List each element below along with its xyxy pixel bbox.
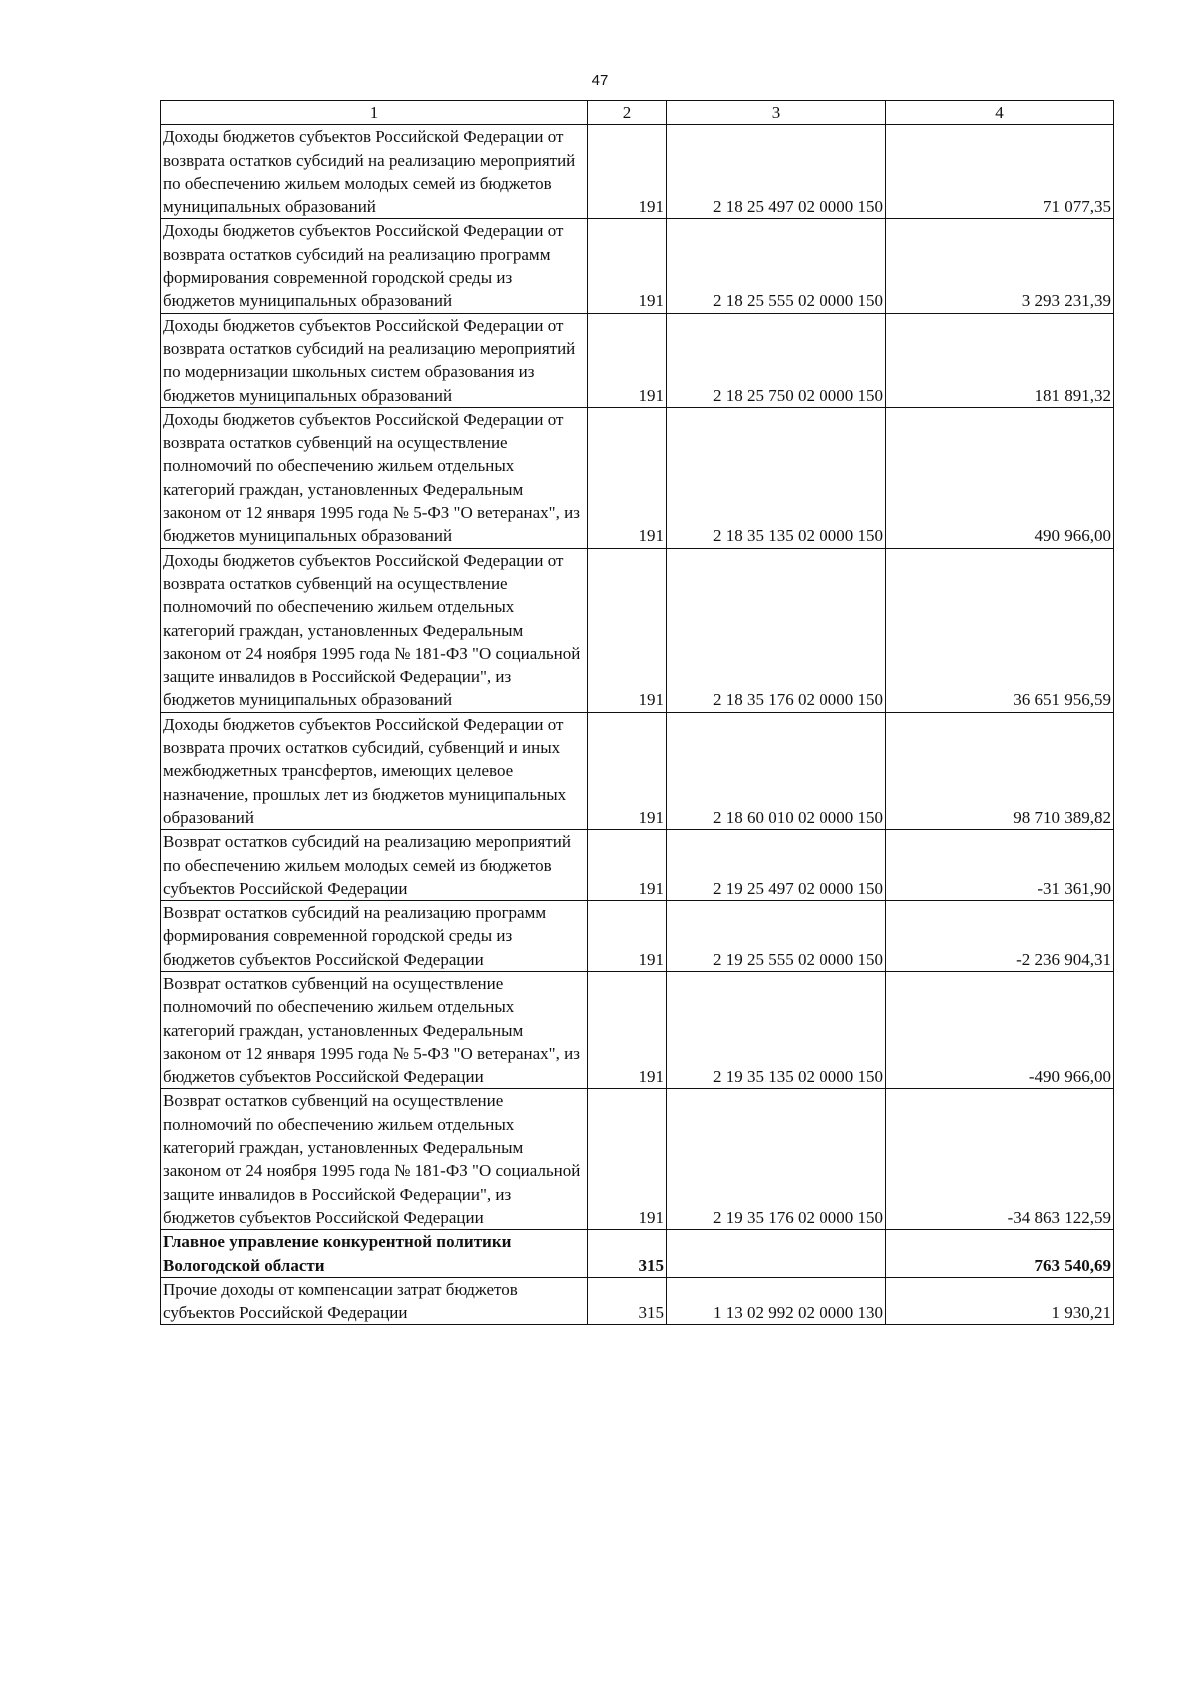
row-budget-code: 2 19 25 497 02 0000 150 (667, 830, 886, 901)
row-description: Главное управление конкурентной политики Вологодской области (161, 1230, 588, 1278)
table-row (161, 407, 1114, 548)
row-amount: 763 540,69 (886, 1230, 1114, 1278)
row-budget-code: 2 18 25 750 02 0000 150 (667, 313, 886, 407)
row-description: Доходы бюджетов субъектов Российской Федерации от возврата остатков субвенций на осуществление полномочий по обеспечению жильем отдельных категорий граждан, установленных Федеральным законом от 12 января 1995 года № 5-ФЗ "О ветеранах", из бюджетов муниципальных образований (161, 407, 588, 548)
row-admin-code: 191 (588, 313, 667, 407)
row-admin-code: 191 (588, 971, 667, 1088)
table-row (161, 830, 1114, 901)
row-description: Возврат остатков субсидий на реализацию мероприятий по обеспечению жильем молодых семей из бюджетов субъектов Российской Федерации (161, 830, 588, 901)
row-description: Возврат остатков субвенций на осуществление полномочий по обеспечению жильем отдельных категорий граждан, установленных Федеральным законом от 12 января 1995 года № 5-ФЗ "О ветеранах", из бюджетов субъектов Российской Федерации (161, 971, 588, 1088)
column-header-2: 2 (588, 101, 667, 125)
row-description: Доходы бюджетов субъектов Российской Федерации от возврата остатков субсидий на реализацию мероприятий по обеспечению жильем молодых семей из бюджетов муниципальных образований (161, 125, 588, 219)
header-row (161, 101, 1114, 125)
row-description: Доходы бюджетов субъектов Российской Федерации от возврата остатков субвенций на осуществление полномочий по обеспечению жильем отдельных категорий граждан, установленных Федеральным законом от 24 ноября 1995 года № 181-ФЗ "О социальной защите инвалидов в Российской Федерации", из бюджетов муниципальных образований (161, 548, 588, 712)
row-budget-code: 2 19 35 135 02 0000 150 (667, 971, 886, 1088)
row-admin-code: 191 (588, 548, 667, 712)
table-row (161, 1089, 1114, 1230)
row-amount: 71 077,35 (886, 125, 1114, 219)
row-admin-code: 191 (588, 125, 667, 219)
row-description: Доходы бюджетов субъектов Российской Федерации от возврата остатков субсидий на реализацию мероприятий по модернизации школьных систем образования из бюджетов муниципальных образований (161, 313, 588, 407)
row-budget-code: 2 18 25 497 02 0000 150 (667, 125, 886, 219)
row-amount: 3 293 231,39 (886, 219, 1114, 313)
row-budget-code: 1 13 02 992 02 0000 130 (667, 1277, 886, 1325)
row-budget-code: 2 18 35 135 02 0000 150 (667, 407, 886, 548)
table-body (161, 125, 1114, 1325)
row-budget-code: 2 18 25 555 02 0000 150 (667, 219, 886, 313)
row-description: Прочие доходы от компенсации затрат бюджетов субъектов Российской Федерации (161, 1277, 588, 1325)
column-header-4: 4 (886, 101, 1114, 125)
row-budget-code (667, 1230, 886, 1278)
row-description: Возврат остатков субвенций на осуществление полномочий по обеспечению жильем отдельных категорий граждан, установленных Федеральным законом от 24 ноября 1995 года № 181-ФЗ "О социальной защите инвалидов в Российской Федерации", из бюджетов субъектов Российской Федерации (161, 1089, 588, 1230)
table-row (161, 712, 1114, 829)
row-admin-code: 315 (588, 1277, 667, 1325)
row-amount: -34 863 122,59 (886, 1089, 1114, 1230)
row-amount: 181 891,32 (886, 313, 1114, 407)
row-admin-code: 191 (588, 712, 667, 829)
row-admin-code: 191 (588, 219, 667, 313)
row-admin-code: 315 (588, 1230, 667, 1278)
row-amount: -490 966,00 (886, 971, 1114, 1088)
row-amount: 490 966,00 (886, 407, 1114, 548)
table-row (161, 901, 1114, 972)
row-amount: -2 236 904,31 (886, 901, 1114, 972)
row-description: Доходы бюджетов субъектов Российской Федерации от возврата остатков субсидий на реализацию программ формирования современной городской среды из бюджетов муниципальных образований (161, 219, 588, 313)
table-row (161, 1230, 1114, 1278)
table-row (161, 125, 1114, 219)
table-row (161, 548, 1114, 712)
column-header-3: 3 (667, 101, 886, 125)
row-budget-code: 2 18 60 010 02 0000 150 (667, 712, 886, 829)
row-description: Возврат остатков субсидий на реализацию программ формирования современной городской среды из бюджетов субъектов Российской Федерации (161, 901, 588, 972)
row-budget-code: 2 18 35 176 02 0000 150 (667, 548, 886, 712)
row-budget-code: 2 19 25 555 02 0000 150 (667, 901, 886, 972)
row-admin-code: 191 (588, 830, 667, 901)
row-admin-code: 191 (588, 1089, 667, 1230)
table-row (161, 1277, 1114, 1325)
table-row (161, 971, 1114, 1088)
table-row (161, 313, 1114, 407)
row-amount: 1 930,21 (886, 1277, 1114, 1325)
budget-revenue-table (160, 100, 1114, 1325)
row-budget-code: 2 19 35 176 02 0000 150 (667, 1089, 886, 1230)
row-description: Доходы бюджетов субъектов Российской Федерации от возврата прочих остатков субсидий, субвенций и иных межбюджетных трансфертов, имеющих целевое назначение, прошлых лет из бюджетов муниципальных образований (161, 712, 588, 829)
column-header-1: 1 (161, 101, 588, 125)
row-amount: 36 651 956,59 (886, 548, 1114, 712)
table-row (161, 219, 1114, 313)
row-admin-code: 191 (588, 901, 667, 972)
page-number: 47 (591, 72, 609, 89)
row-amount: -31 361,90 (886, 830, 1114, 901)
row-admin-code: 191 (588, 407, 667, 548)
row-amount: 98 710 389,82 (886, 712, 1114, 829)
